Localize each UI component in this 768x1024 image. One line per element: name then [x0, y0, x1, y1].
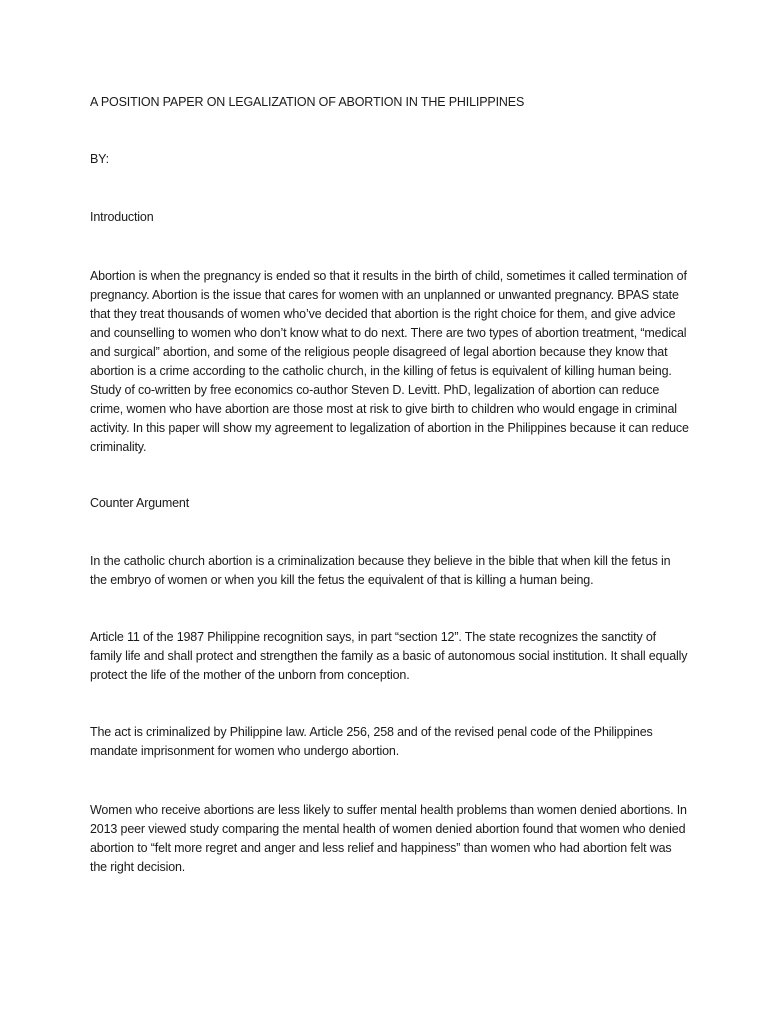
introduction-heading: Introduction [90, 210, 154, 224]
paragraph-catholic-church: In the catholic church abortion is a criminalization because they believe in the bible that when kill the fetus in the embryo of women or when you kill the fetus the equivalent of that is killing a human being. [90, 554, 671, 587]
introduction-paragraph: Abortion is when the pregnancy is ended so that it results in the birth of child, sometimes it called termination of pregnancy. Abortion is the issue that cares for women with an unplanned or unwanted pregnancy. BPAS state that they treat thousands of women who’ve decided that abortion is the right choice for them, and give advice and counselling to women who don’t know what to do next. There are two types of abortion treatment, “medical and surgical” abortion, and some of the religious people disagreed of legal abortion because they know that abortion is a crime according to the catholic church, in the killing of fetus is equivalent of killing human being. Study of co-written by free economics co-author Steven D. Levitt. PhD, legalization of abortion can reduce crime, women who have abortion are those most at risk to give birth to children who would engage in criminal activity. In this paper will show my agreement to legalization of abortion in the Philippines because it can reduce criminality. [90, 269, 689, 454]
counter-argument-heading: Counter Argument [90, 496, 190, 510]
paragraph-mental-health: Women who receive abortions are less likely to suffer mental health problems than women denied abortions. In 2013 peer viewed study comparing the mental health of women denied abortion found that women who denied abortion to “felt more regret and anger and less relief and happiness” than women who had abortion felt was the right decision. [90, 803, 687, 874]
paragraph-article-11: Article 11 of the 1987 Philippine recognition says, in part “section 12”. The state recognizes the sanctity of family life and shall protect and strengthen the family as a basic of autonomous social institution. It shall equally protect the life of the mother of the unborn from conception. [90, 630, 688, 682]
document-title: A POSITION PAPER ON LEGALIZATION OF ABORTION IN THE PHILIPPINES [90, 95, 525, 109]
byline: BY: [90, 152, 110, 166]
paragraph-philippine-law: The act is criminalized by Philippine law. Article 256, 258 and of the revised penal code of the Philippines mandate imprisonment for women who undergo abortion. [90, 725, 653, 758]
